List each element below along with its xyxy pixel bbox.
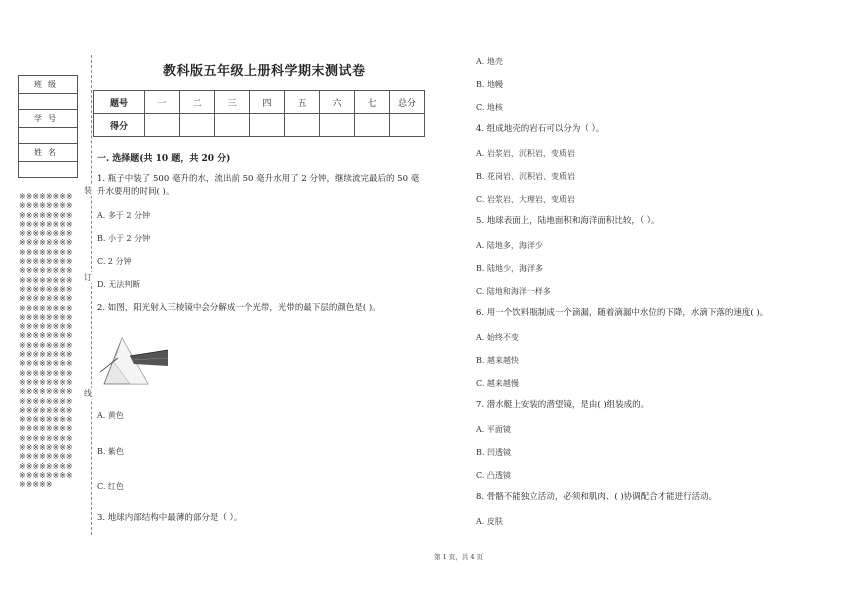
question-1-line-2: 升水要用的时间( )。 (97, 187, 175, 197)
q6-option-b[interactable]: B. 越来越快 (476, 356, 519, 365)
section-heading: 一. 选择题(共 10 题，共 20 分) (97, 154, 231, 164)
q1-option-b[interactable]: B. 小于 2 分钟 (97, 234, 151, 243)
question-8: 8. 骨骼不能独立活动，必须和肌肉、( )协调配合才能进行活动。 (476, 492, 718, 502)
score-cell[interactable] (355, 114, 390, 137)
score-cell[interactable] (250, 114, 285, 137)
score-header-cell: 二 (180, 91, 215, 114)
exam-title: 教科版五年级上册科学期末测试卷 (163, 64, 366, 79)
score-header-cell: 六 (320, 91, 355, 114)
q3-option-a[interactable]: A. 地壳 (476, 57, 503, 66)
q7-option-c[interactable]: C. 凸透镜 (476, 471, 511, 480)
q7-option-b[interactable]: B. 凹透镜 (476, 448, 511, 457)
score-cell[interactable] (180, 114, 215, 137)
binding-cut-line (91, 55, 92, 535)
q2-option-b[interactable]: B. 紫色 (97, 447, 124, 456)
student-info-table (18, 75, 78, 178)
q1-option-d[interactable]: D. 无法判断 (97, 280, 141, 289)
q5-option-c[interactable]: C. 陆地和海洋一样多 (476, 287, 551, 296)
score-header-cell: 七 (355, 91, 390, 114)
score-header-cell: 题号 (94, 91, 145, 114)
question-3: 3. 地球内部结构中最薄的部分是（ ）。 (97, 513, 243, 523)
q3-option-c[interactable]: C. 地核 (476, 103, 503, 112)
binding-char-xian: 线 (84, 389, 92, 398)
score-table (93, 90, 425, 137)
q5-option-b[interactable]: B. 陆地少，海洋多 (476, 264, 543, 273)
score-row-label: 得分 (94, 114, 145, 137)
prism-diagram-icon (100, 332, 172, 388)
question-6: 6. 用一个饮料瓶制成一个滴漏，随着滴漏中水位的下降，水滴下落的速度( )。 (476, 308, 769, 318)
score-header-cell: 三 (215, 91, 250, 114)
score-cell[interactable] (320, 114, 355, 137)
binding-char-ding: 订 (84, 273, 92, 282)
question-2: 2. 如图，阳光射入三棱镜中会分解成一个光带，光带的最下层的颜色是( )。 (97, 303, 381, 313)
binding-char-zhuang: 装 (84, 186, 92, 195)
score-header-cell: 四 (250, 91, 285, 114)
score-cell[interactable] (285, 114, 320, 137)
q1-option-c[interactable]: C. 2 分钟 (97, 257, 132, 266)
class-field[interactable] (19, 94, 78, 110)
score-cell[interactable] (145, 114, 180, 137)
name-field[interactable] (19, 162, 78, 178)
q5-option-a[interactable]: A. 陆地多，海洋少 (476, 241, 543, 250)
question-4: 4. 组成地壳的岩石可以分为（ ）。 (476, 124, 605, 134)
q4-option-a[interactable]: A. 岩浆岩、沉积岩、变质岩 (476, 149, 575, 158)
q7-option-a[interactable]: A. 平面镜 (476, 425, 511, 434)
score-cell[interactable] (390, 114, 425, 137)
question-1-line-1: 1. 瓶子中装了 500 毫升的水，流出前 50 毫升水用了 2 分钟，继续流完最后的 50 毫 (97, 174, 420, 184)
q4-option-c[interactable]: C. 岩浆岩、大理岩、变质岩 (476, 195, 575, 204)
question-5: 5. 地球表面上，陆地面积和海洋面积比较，（ ）。 (476, 216, 660, 226)
q2-option-c[interactable]: C. 红色 (97, 482, 124, 491)
score-header-cell: 总分 (390, 91, 425, 114)
student-number-label: 学号 (19, 110, 78, 128)
student-number-field[interactable] (19, 128, 78, 144)
score-cell[interactable] (215, 114, 250, 137)
q6-option-a[interactable]: A. 始终不变 (476, 333, 519, 342)
page-footer: 第 1 页，共 4 页 (434, 553, 484, 561)
q4-option-b[interactable]: B. 花岗岩、沉积岩、变质岩 (476, 172, 575, 181)
q6-option-c[interactable]: C. 越来越慢 (476, 379, 519, 388)
q2-option-a[interactable]: A. 黄色 (97, 411, 124, 420)
q3-option-b[interactable]: B. 地幔 (476, 80, 503, 89)
q1-option-a[interactable]: A. 多于 2 分钟 (97, 211, 151, 220)
question-7: 7. 潜水艇上安装的潜望镜，是由( )组装成的。 (476, 400, 650, 410)
score-header-cell: 一 (145, 91, 180, 114)
score-header-cell: 五 (285, 91, 320, 114)
name-label: 姓名 (19, 144, 78, 162)
class-label: 班级 (19, 76, 78, 94)
q8-option-a[interactable]: A. 皮肤 (476, 517, 503, 526)
binding-pattern: ※※※※※※※※※※※※※※※※※※※※※※※※※※※※※※※※※※※※※※※※※※※※※※※※※※※※※※※※※※※※※※※※※※※※※※※※※※※※※※※※※※※※※※※※※※※※※※※※※※※※※※※※※※※※※※※※※※※※※※※※※※※※※※※※※※※※※※※※※※※※※※※※※※※※※※※※※※※※※※※※※※※※※※※※※※※※※※※※※※※※※※※※※※※※※※※※※※※※※※※※※※※※※※※※※※※※※※※※※※※※※※※※※※※※※※※※※※※※※※※※※※※※※※※※※※※※※ (19, 192, 73, 490)
